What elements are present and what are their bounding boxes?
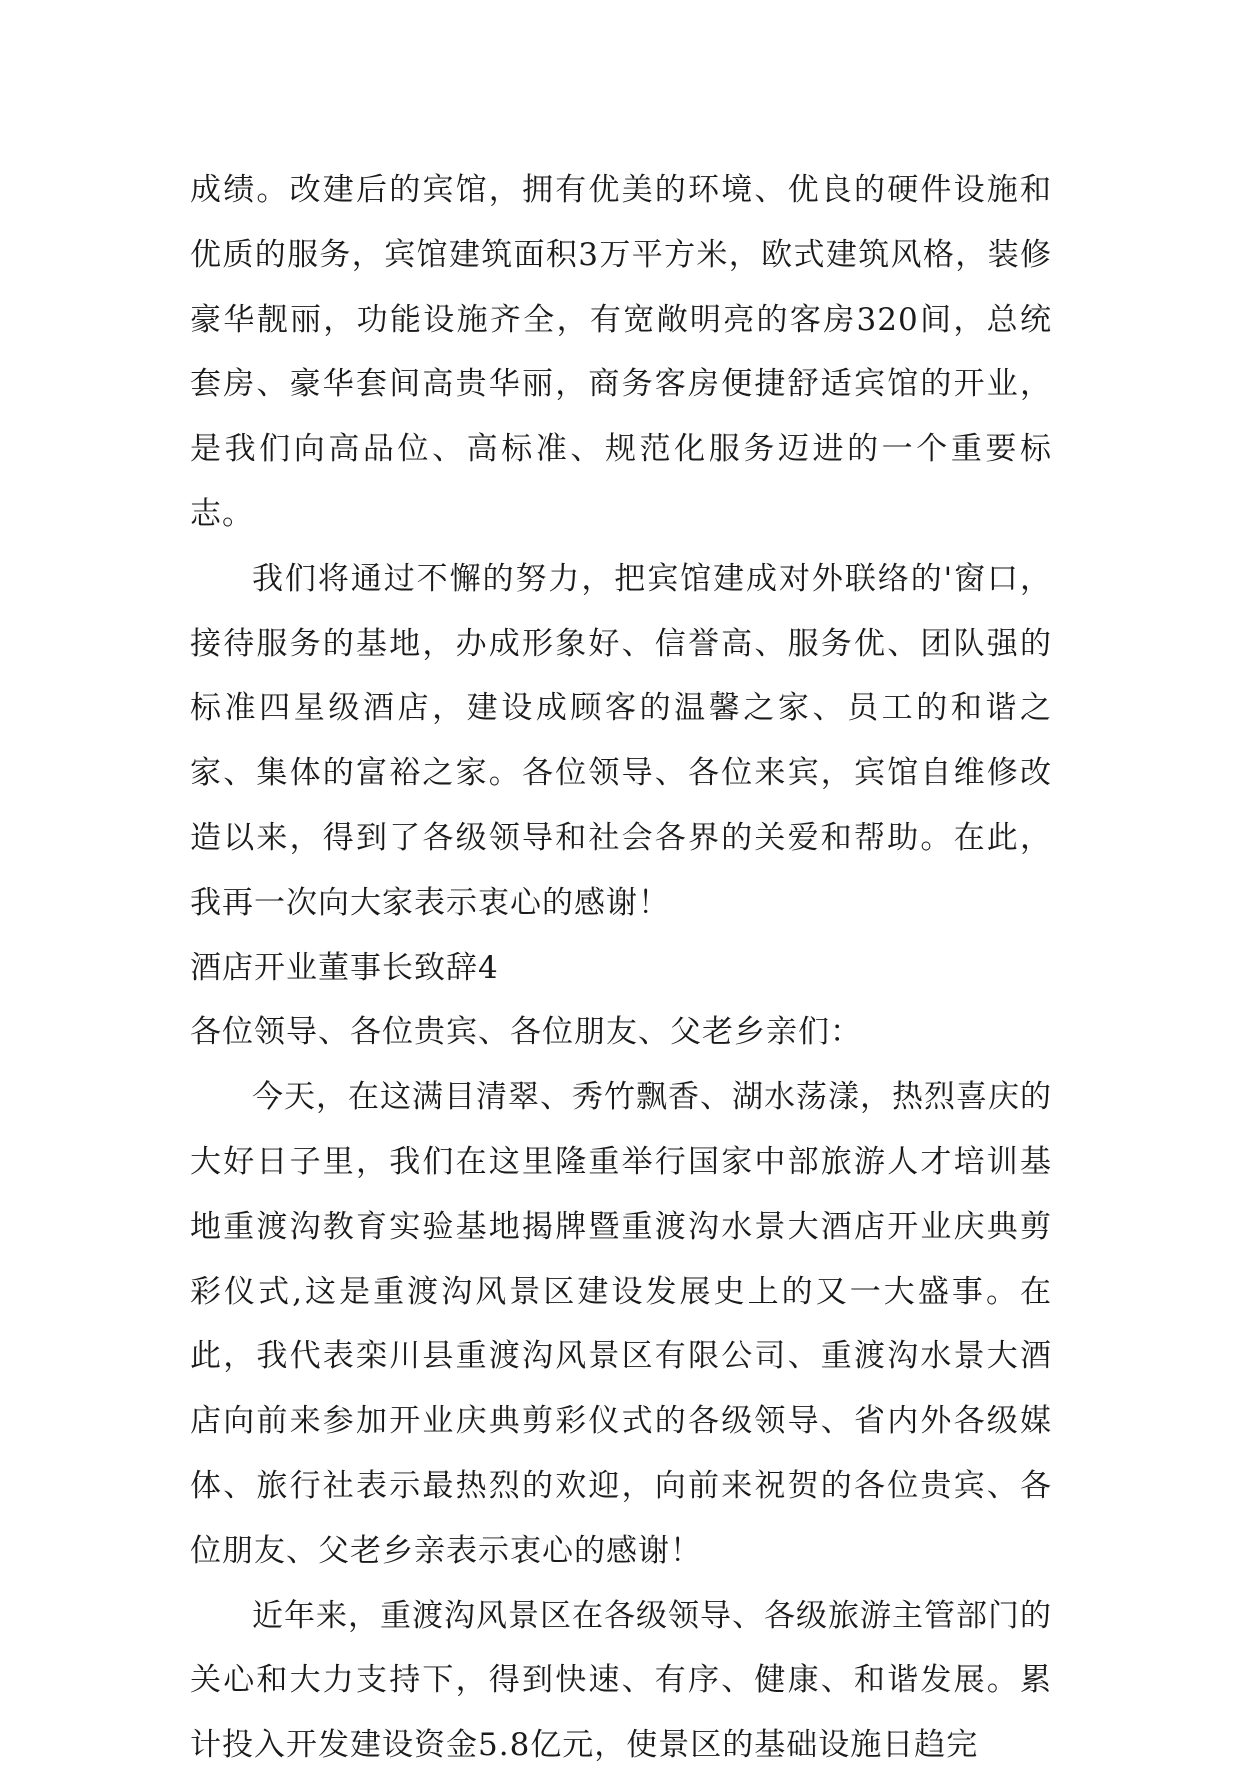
section-heading: 酒店开业董事长致辞4 (190, 949, 499, 986)
salutation-line: 各位领导、各位贵宾、各位朋友、父老乡亲们： (190, 1014, 862, 1051)
paragraph-hotel-facilities: 成绩。改建后的宾馆，拥有优美的环境、优良的硬件设施和优质的服务，宾馆建筑面积3万平方米，欧式建筑风格，装修豪华靓丽，功能设施齐全，有宽敞明亮的客房320间，总统套房、豪华套间高贵华丽，商务客房便捷舒适宾馆的开业，是我们向高品位、高标准、规范化服务迈进的一个重要标志。 (190, 172, 1052, 532)
paragraph-hotel-goals: 我们将通过不懈的努力，把宾馆建成对外联络的'窗口，接待服务的基地，办成形象好、信誉高、服务优、团队强的标准四星级酒店，建设成顾客的温馨之家、员工的和谐之家、集体的富裕之家。各位领导、各位来宾，宾馆自维修改造以来，得到了各级领导和社会各界的关爱和帮助。在此，我再一次向大家表示衷心的感谢！ (190, 560, 1052, 921)
document-body (190, 158, 1052, 1778)
paragraph-opening-ceremony: 今天，在这满目清翠、秀竹飘香、湖水荡漾，热烈喜庆的大好日子里，我们在这里隆重举行国家中部旅游人才培训基地重渡沟教育实验基地揭牌暨重渡沟水景大酒店开业庆典剪彩仪式,这是重渡沟风景区建设发展史上的又一大盛事。在此，我代表栾川县重渡沟风景区有限公司、重渡沟水景大酒店向前来参加开业庆典剪彩仪式的各级领导、省内外各级媒体、旅行社表示最热烈的欢迎，向前来祝贺的各位贵宾、各位朋友、父老乡亲表示衷心的感谢！ (190, 1079, 1052, 1569)
paragraph-scenic-area-development: 近年来，重渡沟风景区在各级领导、各级旅游主管部门的关心和大力支持下，得到快速、有序、健康、和谐发展。累计投入开发建设资金5.8亿元，使景区的基础设施日趋完 (190, 1597, 1052, 1764)
